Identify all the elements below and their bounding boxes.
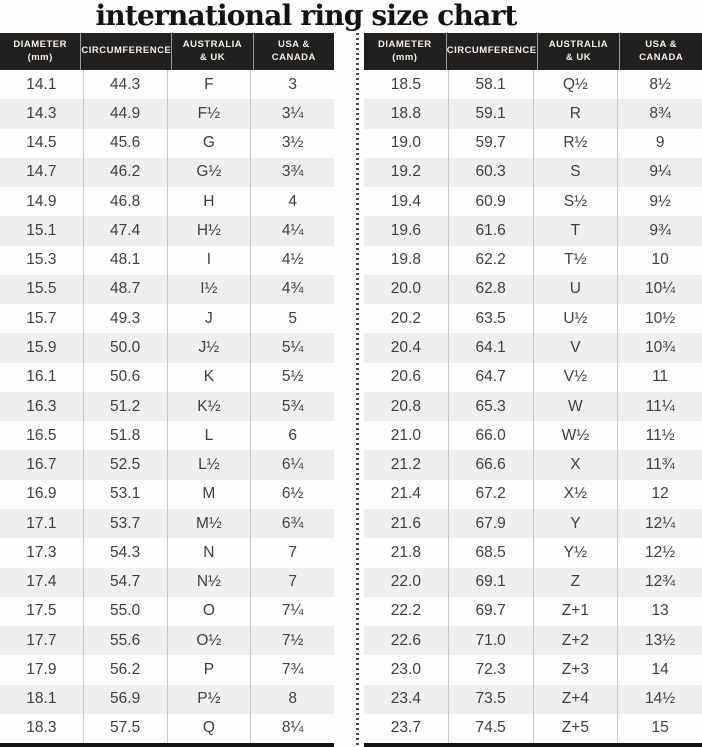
cell-australia-uk: O — [168, 597, 252, 626]
cell-usa-canada: 7 — [288, 543, 297, 561]
table-row — [0, 304, 334, 333]
cell-usa-canada: 11 — [652, 368, 669, 386]
cell-usa-canada: 9 — [655, 134, 665, 152]
table-row — [0, 568, 334, 597]
table-row — [0, 655, 334, 684]
cell-diameter-mm: 21.2 — [364, 450, 449, 479]
cell-usa-canada: 7¼ — [281, 602, 304, 620]
cell-usa-canada: 6 — [288, 426, 297, 444]
cell-usa-canada: 8¾ — [649, 104, 671, 122]
cell-diameter-mm: 23.7 — [364, 714, 449, 743]
column-header-text: AUSTRALIA — [182, 38, 243, 50]
cell-circumference: 73.5 — [449, 685, 534, 714]
cell-diameter-mm: 18.3 — [0, 714, 84, 743]
table-row — [0, 450, 334, 479]
column-header-text: DIAMETER — [378, 38, 432, 50]
cell-circumference: 58.1 — [449, 70, 534, 99]
cell-circumference: 53.7 — [84, 509, 168, 538]
table-row — [364, 304, 702, 333]
cell-diameter-mm: 18.5 — [364, 70, 449, 99]
table-row — [0, 275, 334, 304]
cell-circumference: 67.2 — [449, 480, 534, 509]
table-row — [364, 158, 702, 187]
cell-circumference: 60.3 — [449, 158, 534, 187]
cell-circumference: 60.9 — [449, 187, 534, 216]
cell-circumference: 44.3 — [84, 70, 168, 99]
cell-australia-uk: Y — [534, 509, 619, 538]
cell-circumference: 56.9 — [84, 685, 168, 714]
cell-australia-uk: N — [168, 538, 252, 567]
cell-diameter-mm: 17.7 — [0, 626, 84, 655]
cell-diameter-mm: 17.9 — [0, 655, 84, 684]
cell-diameter-mm: 21.6 — [364, 509, 449, 538]
cell-australia-uk: G — [168, 129, 252, 158]
cell-diameter-mm: 14.7 — [0, 158, 84, 187]
cell-usa-canada: 5¼ — [281, 339, 304, 357]
cell-australia-uk: V½ — [534, 363, 619, 392]
cell-diameter-mm: 22.6 — [364, 626, 449, 655]
table-row — [0, 480, 334, 509]
cell-usa-canada: 12 — [651, 485, 669, 503]
cell-usa-canada: 3¼ — [281, 104, 304, 122]
table-row — [364, 275, 702, 304]
cell-usa-canada: 11¼ — [645, 397, 675, 415]
cell-circumference: 48.7 — [84, 275, 168, 304]
cell-diameter-mm: 19.4 — [364, 187, 449, 216]
cell-circumference: 64.1 — [449, 333, 534, 362]
table-row — [364, 421, 702, 450]
cell-usa-canada: 6½ — [281, 485, 304, 503]
cell-diameter-mm: 16.5 — [0, 421, 84, 450]
column-header-text: USA & — [277, 38, 310, 50]
cell-australia-uk: I — [168, 246, 252, 275]
table-row — [0, 392, 334, 421]
cell-diameter-mm: 16.3 — [0, 392, 84, 421]
cell-circumference: 55.0 — [84, 597, 168, 626]
cell-usa-canada: 3 — [288, 75, 297, 93]
column-header-text: CANADA — [271, 51, 316, 63]
cell-australia-uk: I½ — [168, 275, 252, 304]
cell-circumference: 63.5 — [449, 304, 534, 333]
cell-usa-canada: 11¾ — [645, 456, 675, 474]
cell-australia-uk: F — [168, 70, 252, 99]
cell-circumference: 62.2 — [449, 246, 534, 275]
cell-diameter-mm: 19.6 — [364, 216, 449, 245]
cell-circumference: 51.8 — [84, 421, 168, 450]
cell-diameter-mm: 18.8 — [364, 99, 449, 128]
cell-australia-uk: M — [168, 480, 252, 509]
table-body — [0, 70, 334, 743]
cell-circumference: 44.9 — [84, 99, 168, 128]
cell-australia-uk: P½ — [168, 685, 252, 714]
cell-australia-uk: N½ — [168, 568, 252, 597]
dotted-divider — [356, 33, 359, 747]
cell-circumference: 51.2 — [84, 392, 168, 421]
cell-circumference: 47.4 — [84, 216, 168, 245]
cell-australia-uk: O½ — [168, 626, 252, 655]
cell-australia-uk: Z+5 — [534, 714, 619, 743]
cell-usa-canada: 5¾ — [281, 397, 304, 415]
table-row — [0, 333, 334, 362]
cell-circumference: 50.6 — [84, 363, 168, 392]
cell-australia-uk: J — [168, 304, 252, 333]
cell-diameter-mm: 15.5 — [0, 275, 84, 304]
cell-circumference: 56.2 — [84, 655, 168, 684]
cell-australia-uk: Z — [534, 568, 619, 597]
cell-circumference: 59.7 — [449, 129, 534, 158]
table-row — [364, 538, 702, 567]
cell-circumference: 69.7 — [449, 597, 534, 626]
cell-usa-canada: 3¾ — [281, 163, 304, 181]
table-row — [364, 246, 702, 275]
cell-circumference: 64.7 — [449, 363, 534, 392]
cell-usa-canada: 9½ — [649, 192, 671, 210]
cell-usa-canada: 9¼ — [649, 163, 671, 181]
cell-usa-canada: 13 — [651, 602, 669, 620]
cell-circumference: 74.5 — [449, 714, 534, 743]
column-header-circumference — [81, 33, 172, 70]
cell-diameter-mm: 16.9 — [0, 480, 84, 509]
table-row — [0, 714, 334, 743]
cell-usa-canada: 9¾ — [649, 221, 671, 239]
cell-circumference: 66.0 — [449, 421, 534, 450]
cell-circumference: 49.3 — [84, 304, 168, 333]
tables-container — [0, 33, 702, 747]
table-row — [364, 685, 702, 714]
cell-diameter-mm: 16.7 — [0, 450, 84, 479]
cell-usa-canada: 4¾ — [281, 280, 304, 298]
cell-australia-uk: X — [534, 450, 619, 479]
table-gap — [334, 33, 364, 747]
table-bottom-bar — [364, 743, 702, 747]
cell-usa-canada: 10¾ — [645, 339, 676, 357]
cell-australia-uk: W½ — [534, 421, 619, 450]
table-row — [364, 655, 702, 684]
cell-circumference: 48.1 — [84, 246, 168, 275]
cell-australia-uk: H — [168, 187, 252, 216]
table-row — [0, 597, 334, 626]
cell-diameter-mm: 20.0 — [364, 275, 449, 304]
table-row — [0, 538, 334, 567]
cell-circumference: 69.1 — [449, 568, 534, 597]
cell-usa-canada: 10½ — [645, 309, 676, 327]
table-row — [0, 509, 334, 538]
cell-diameter-mm: 17.1 — [0, 509, 84, 538]
table-row — [364, 363, 702, 392]
cell-australia-uk: R — [534, 99, 619, 128]
cell-usa-canada: 7½ — [281, 631, 304, 649]
cell-diameter-mm: 14.3 — [0, 99, 84, 128]
cell-circumference: 54.7 — [84, 568, 168, 597]
cell-australia-uk: L½ — [168, 450, 252, 479]
table-row — [364, 129, 702, 158]
cell-australia-uk: X½ — [534, 480, 619, 509]
cell-australia-uk: Q½ — [534, 70, 619, 99]
cell-diameter-mm: 20.8 — [364, 392, 449, 421]
cell-diameter-mm: 14.1 — [0, 70, 84, 99]
cell-diameter-mm: 14.5 — [0, 129, 84, 158]
column-header-australia-uk — [172, 33, 253, 70]
page-title: international ring size chart — [95, 0, 517, 32]
cell-usa-canada: 14 — [651, 660, 669, 678]
table-header-row — [364, 33, 702, 70]
table-row — [364, 597, 702, 626]
cell-circumference: 67.9 — [449, 509, 534, 538]
cell-diameter-mm: 17.3 — [0, 538, 84, 567]
cell-usa-canada: 3½ — [281, 134, 304, 152]
table-row — [364, 509, 702, 538]
cell-usa-canada: 6¼ — [281, 456, 304, 474]
cell-usa-canada: 12½ — [645, 543, 676, 561]
cell-australia-uk: S½ — [534, 187, 619, 216]
cell-diameter-mm: 15.7 — [0, 304, 84, 333]
cell-australia-uk: H½ — [168, 216, 252, 245]
cell-circumference: 72.3 — [449, 655, 534, 684]
column-header-text: CIRCUMFERENCE — [446, 45, 537, 57]
column-header-text: AUSTRALIA — [548, 38, 609, 50]
cell-usa-canada: 10 — [651, 251, 669, 269]
cell-diameter-mm: 19.2 — [364, 158, 449, 187]
column-header-text: & UK — [565, 51, 592, 63]
cell-diameter-mm: 23.4 — [364, 685, 449, 714]
cell-usa-canada: 11½ — [645, 426, 675, 444]
cell-australia-uk: F½ — [168, 99, 252, 128]
cell-circumference: 46.2 — [84, 158, 168, 187]
table-row — [0, 158, 334, 187]
table-row — [364, 392, 702, 421]
cell-diameter-mm: 15.3 — [0, 246, 84, 275]
cell-circumference: 53.1 — [84, 480, 168, 509]
cell-diameter-mm: 23.0 — [364, 655, 449, 684]
cell-australia-uk: Z+2 — [534, 626, 619, 655]
column-header-diameter-mm — [364, 33, 447, 70]
column-header-text: & UK — [199, 51, 226, 63]
column-header-usa-canada — [620, 33, 702, 70]
cell-australia-uk: Z+4 — [534, 685, 619, 714]
table-header-row — [0, 33, 334, 70]
cell-australia-uk: R½ — [534, 129, 619, 158]
cell-usa-canada: 15 — [651, 719, 669, 737]
cell-australia-uk: S — [534, 158, 619, 187]
cell-usa-canada: 4 — [288, 192, 297, 210]
cell-australia-uk: L — [168, 421, 252, 450]
cell-diameter-mm: 20.6 — [364, 363, 449, 392]
cell-usa-canada: 6¾ — [281, 514, 304, 532]
table-row — [0, 129, 334, 158]
cell-usa-canada: 8¼ — [281, 719, 304, 737]
cell-diameter-mm: 22.0 — [364, 568, 449, 597]
cell-diameter-mm: 17.4 — [0, 568, 84, 597]
cell-usa-canada: 4½ — [281, 251, 304, 269]
column-header-text: DIAMETER — [13, 38, 67, 50]
cell-usa-canada: 5½ — [281, 368, 304, 386]
cell-australia-uk: M½ — [168, 509, 252, 538]
cell-circumference: 71.0 — [449, 626, 534, 655]
table-row — [364, 216, 702, 245]
table-row — [0, 685, 334, 714]
cell-australia-uk: Z+3 — [534, 655, 619, 684]
column-header-usa-canada — [254, 33, 334, 70]
cell-australia-uk: Z+1 — [534, 597, 619, 626]
column-header-text: USA & — [645, 38, 677, 50]
table-row — [364, 626, 702, 655]
table-row — [0, 421, 334, 450]
table-row — [364, 450, 702, 479]
cell-circumference: 66.6 — [449, 450, 534, 479]
cell-circumference: 45.6 — [84, 129, 168, 158]
cell-usa-canada: 8½ — [649, 75, 671, 93]
cell-australia-uk: Y½ — [534, 538, 619, 567]
cell-usa-canada: 7 — [288, 573, 297, 591]
cell-diameter-mm: 15.9 — [0, 333, 84, 362]
cell-circumference: 59.1 — [449, 99, 534, 128]
cell-circumference: 54.3 — [84, 538, 168, 567]
column-header-australia-uk — [538, 33, 621, 70]
cell-circumference: 52.5 — [84, 450, 168, 479]
cell-diameter-mm: 20.2 — [364, 304, 449, 333]
table-row — [364, 187, 702, 216]
table-row — [0, 70, 334, 99]
cell-usa-canada: 14½ — [645, 690, 676, 708]
cell-circumference: 65.3 — [449, 392, 534, 421]
table-bottom-bar — [0, 743, 334, 747]
table-row — [364, 70, 702, 99]
table-row — [364, 480, 702, 509]
cell-australia-uk: J½ — [168, 333, 252, 362]
cell-australia-uk: U½ — [534, 304, 619, 333]
cell-diameter-mm: 15.1 — [0, 216, 84, 245]
cell-australia-uk: K½ — [168, 392, 252, 421]
table-row — [0, 363, 334, 392]
table-row — [0, 626, 334, 655]
table-row — [0, 99, 334, 128]
cell-usa-canada: 13½ — [645, 631, 676, 649]
cell-diameter-mm: 19.0 — [364, 129, 449, 158]
cell-diameter-mm: 21.0 — [364, 421, 449, 450]
cell-diameter-mm: 17.5 — [0, 597, 84, 626]
cell-australia-uk: T½ — [534, 246, 619, 275]
cell-usa-canada: 10¼ — [645, 280, 676, 298]
column-header-circumference — [447, 33, 538, 70]
cell-circumference: 46.8 — [84, 187, 168, 216]
cell-usa-canada: 12¼ — [645, 514, 676, 532]
table-body — [364, 70, 702, 743]
cell-circumference: 50.0 — [84, 333, 168, 362]
cell-diameter-mm: 18.1 — [0, 685, 84, 714]
ring-size-table-right — [364, 33, 702, 747]
cell-australia-uk: K — [168, 363, 252, 392]
table-row — [364, 99, 702, 128]
table-row — [0, 246, 334, 275]
cell-usa-canada: 12¾ — [645, 573, 676, 591]
cell-australia-uk: P — [168, 655, 252, 684]
table-row — [364, 333, 702, 362]
cell-australia-uk: G½ — [168, 158, 252, 187]
cell-circumference: 68.5 — [449, 538, 534, 567]
cell-diameter-mm: 19.8 — [364, 246, 449, 275]
cell-usa-canada: 5 — [288, 309, 297, 327]
ring-size-table-left — [0, 33, 334, 747]
table-row — [0, 187, 334, 216]
cell-circumference: 55.6 — [84, 626, 168, 655]
column-header-text: (mm) — [392, 51, 418, 63]
cell-australia-uk: W — [534, 392, 619, 421]
column-header-text: (mm) — [27, 51, 53, 63]
table-row — [364, 714, 702, 743]
cell-australia-uk: U — [534, 275, 619, 304]
cell-australia-uk: T — [534, 216, 619, 245]
cell-usa-canada: 8 — [288, 690, 297, 708]
cell-diameter-mm: 14.9 — [0, 187, 84, 216]
cell-diameter-mm: 20.4 — [364, 333, 449, 362]
column-header-text: CIRCUMFERENCE — [81, 45, 172, 57]
cell-circumference: 62.8 — [449, 275, 534, 304]
cell-usa-canada: 4¼ — [281, 221, 304, 239]
cell-circumference: 57.5 — [84, 714, 168, 743]
table-row — [0, 216, 334, 245]
cell-australia-uk: Q — [168, 714, 252, 743]
cell-usa-canada: 7¾ — [281, 660, 304, 678]
column-header-diameter-mm — [0, 33, 81, 70]
cell-diameter-mm: 21.8 — [364, 538, 449, 567]
cell-diameter-mm: 22.2 — [364, 597, 449, 626]
cell-diameter-mm: 21.4 — [364, 480, 449, 509]
cell-circumference: 61.6 — [449, 216, 534, 245]
table-row — [364, 568, 702, 597]
cell-australia-uk: V — [534, 333, 619, 362]
column-header-text: CANADA — [639, 51, 684, 63]
cell-diameter-mm: 16.1 — [0, 363, 84, 392]
